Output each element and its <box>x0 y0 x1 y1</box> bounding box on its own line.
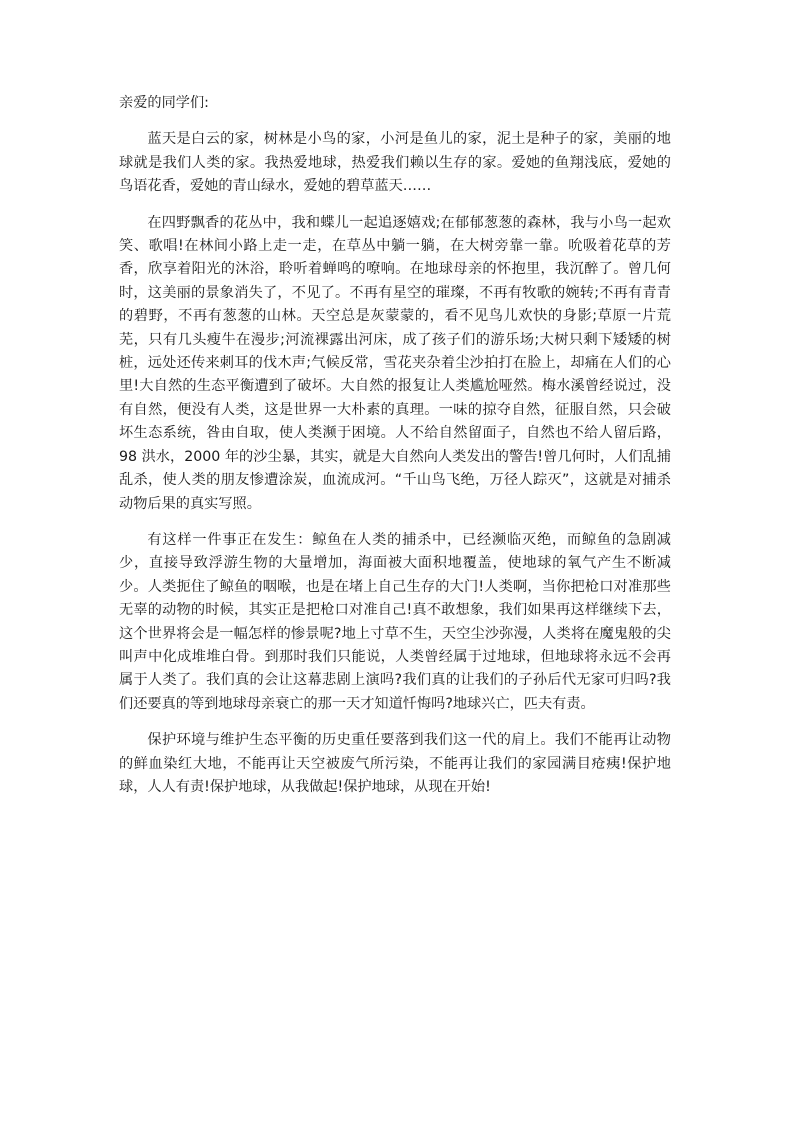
letter-paragraph-1: 蓝天是白云的家，树林是小鸟的家，小河是鱼儿的家，泥土是种子的家，美丽的地球就是我们人类的家。我热爱地球，热爱我们赖以生存的家。爱她的鱼翔浅底，爱她的鸟语花香，爱她的青山绿水，爱她的碧草蓝天…… <box>119 131 671 195</box>
letter-greeting: 亲爱的同学们: <box>119 95 209 111</box>
letter-body <box>119 92 671 812</box>
letter-paragraph-3: 有这样一件事正在发生：鲸鱼在人类的捕杀中，已经濒临灭绝，而鲸鱼的急剧减少，直接导致浮游生物的大量增加，海面被大面积地覆盖，使地球的氧气产生不断减少。人类扼住了鲸鱼的咽喉，也是在堵上自己生存的大门!人类啊，当你把枪口对准那些无辜的动物的时候，其实正是把枪口对准自己!真不敢想象，我们如果再这样继续下去，这个世界将会是一幅怎样的惨景呢?地上寸草不生，天空尘沙弥漫，人类将在魔鬼般的尖叫声中化成堆堆白骨。到那时我们只能说，人类曾经属于过地球，但地球将永远不会再属于人类了。我们真的会让这幕悲剧上演吗?我们真的让我们的子孙后代无家可归吗?我们还要真的等到地球母亲衰亡的那一天才知道忏悔吗?地球兴亡，匹夫有责。 <box>119 531 671 712</box>
letter-paragraph-2: 在四野飘香的花丛中，我和蝶儿一起追逐嬉戏;在郁郁葱葱的森林，我与小鸟一起欢笑、歌唱!在林间小路上走一走，在草丛中躺一躺，在大树旁靠一靠。吮吸着花草的芳香，欣享着阳光的沐浴，聆听着蝉鸣的嘹响。在地球母亲的怀抱里，我沉醉了。曾几何时，这美丽的景象消失了，不见了。不再有星空的璀璨，不再有牧歌的婉转;不再有青青的碧野，不再有葱葱的山林。天空总是灰蒙蒙的，看不见鸟儿欢快的身影;草原一片荒芜，只有几头瘦牛在漫步;河流裸露出河床，成了孩子们的游乐场;大树只剩下矮矮的树桩，远处还传来刺耳的伐木声;气候反常，雪花夹杂着尘沙拍打在脸上，却痛在人们的心里!大自然的生态平衡遭到了破坏。大自然的报复让人类尴尬哑然。梅水溪曾经说过，没有自然，便没有人类，这是世界一大朴素的真理。一味的掠夺自然，征服自然，只会破坏生态系统，咎由自取，使人类濒于困境。人不给自然留面子，自然也不给人留后路，98 洪水，2000 年的沙尘暴，其实，就是大自然向人类发出的警告!曾几何时，人们乱捕乱杀，使人类的朋友惨遭涂炭，血流成河。“千山鸟飞绝，万径人踪灭”，这就是对捕杀动物后果的真实写照。 <box>119 214 671 512</box>
letter-paragraph-4: 保护环境与维护生态平衡的历史重任要落到我们这一代的肩上。我们不能再让动物的鲜血染红大地，不能再让天空被废气所污染，不能再让我们的家园满目疮痍!保护地球，人人有责!保护地球，从我做起!保护地球，从现在开始! <box>119 732 671 795</box>
